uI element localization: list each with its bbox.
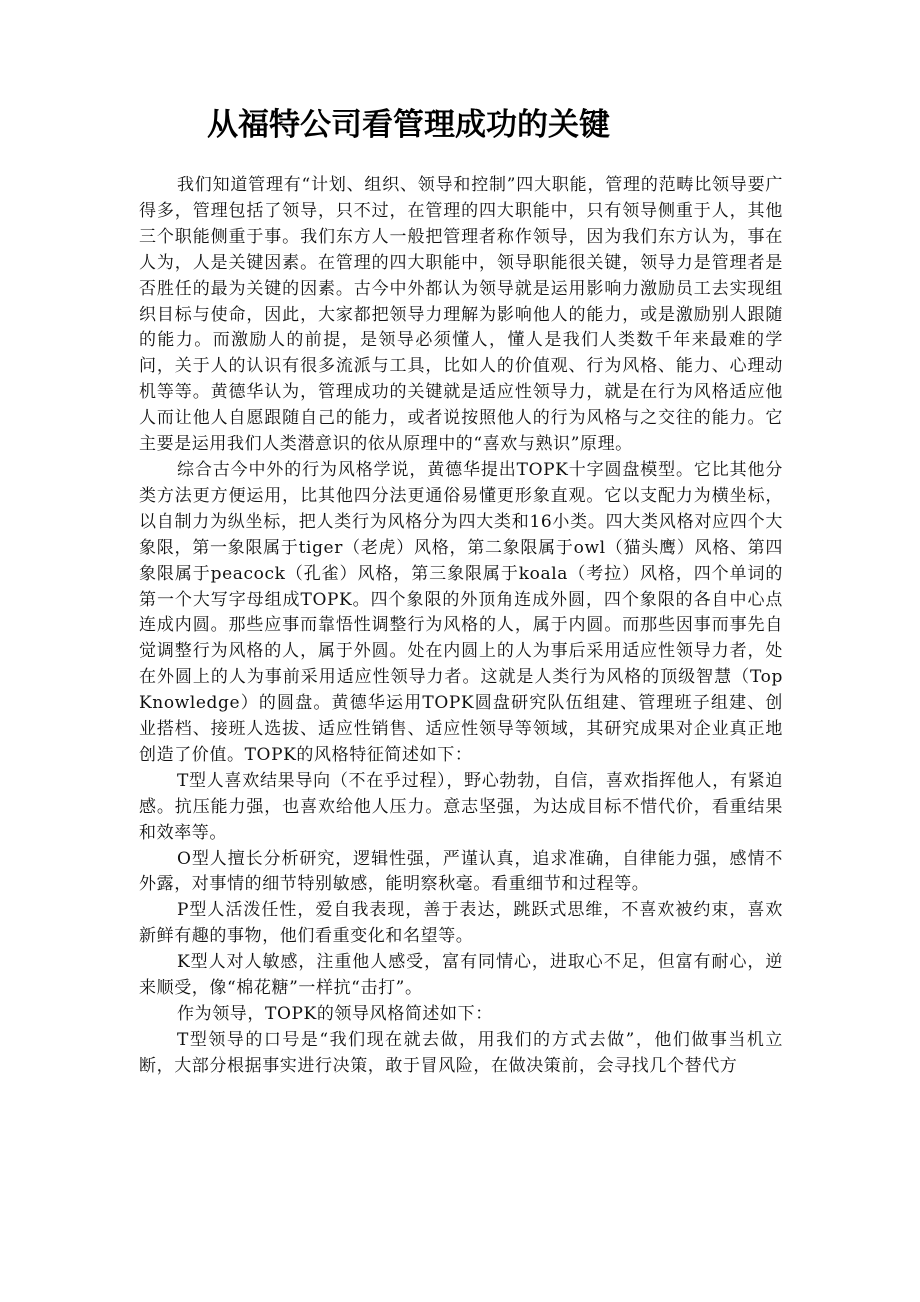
paragraph-intro: 我们知道管理有“计划、组织、领导和控制”四大职能，管理的范畴比领导要广得多，管理包括了领导，只不过，在管理的四大职能中，只有领导侧重于人，其他三个职能侧重于事。我们东方人一般把管理者称作领导，因为我们东方认为，事在人为，人是关键因素。在管理的四大职能中，领导职能很关键，领导力是管理者是否胜任的最为关键的因素。古今中外都认为领导就是运用影响力激励员工去实现组织目标与使命，因此，大家都把领导力理解为影响他人的能力，或是激励别人跟随的能力。而激励人的前提，是领导必须懂人，懂人是我们人类数千年来最难的学问，关于人的认识有很多流派与工具，比如人的价值观、行为风格、能力、心理动机等等。黄德华认为，管理成功的关键就是适应性领导力，就是在行为风格适应他人而让他人自愿跟随自己的能力，或者说按照他人的行为风格与之交往的能力。它主要是运用我们人类潜意识的依从原理中的“喜欢与熟识”原理。 [139, 175, 783, 455]
paragraph-t-type: T型人喜欢结果导向（不在乎过程），野心勃勃，自信，喜欢指挥他人，有紧迫感。抗压能力强，也喜欢给他人压力。意志坚强，为达成目标不惜代价，看重结果和效率等。 [139, 770, 783, 843]
document-title: 从福特公司看管理成功的关键 [207, 107, 610, 143]
paragraph-p-type: P型人活泼任性，爱自我表现，善于表达，跳跃式思维，不喜欢被约束，喜欢新鲜有趣的事物，他们看重变化和名望等。 [139, 900, 783, 947]
paragraph-topk-model: 综合古今中外的行为风格学说，黄德华提出TOPK十字圆盘模型。它比其他分类方法更方便运用，比其他四分法更通俗易懂更形象直观。它以支配力为横坐标，以自制力为纵坐标，把人类行为风格分为四大类和16小类。四大类风格对应四个大象限，第一象限属于tiger（老虎）风格，第二象限属于owl（猫头鹰）风格、第四象限属于peacock（孔雀）风格，第三象限属于koala（考拉）风格，四个单词的第一个大写字母组成TOPK。四个象限的外顶角连成外圆，四个象限的各自中心点连成内圆。那些应事而靠悟性调整行为风格的人，属于内圆。而那些因事而事先自觉调整行为风格的人，属于外圆。处在内圆上的人为事后采用适应性领导力者，处在外圆上的人为事前采用适应性领导力者。这就是人类行为风格的顶级智慧（Top Knowledge）的圆盘。黄德华运用TOPK圆盘研究队伍组建、管理班子组建、创业搭档、接班人选拔、适应性销售、适应性领导等领域，其研究成果对企业真正地创造了价值。TOPK的风格特征简述如下： [139, 459, 783, 765]
paragraph-t-leader: T型领导的口号是“我们现在就去做，用我们的方式去做”，他们做事当机立断，大部分根据事实进行决策，敢于冒风险，在做决策前，会寻找几个替代方 [139, 1029, 783, 1076]
paragraph-o-type: O型人擅长分析研究，逻辑性强，严谨认真，追求准确，自律能力强，感情不外露，对事情的细节特别敏感，能明察秋毫。看重细节和过程等。 [139, 848, 783, 895]
paragraph-k-type: K型人对人敏感，注重他人感受，富有同情心，进取心不足，但富有耐心，逆来顺受，像“棉花糖”一样抗“击打”。 [139, 952, 783, 999]
paragraph-leadership-intro: 作为领导，TOPK的领导风格简述如下： [177, 1004, 493, 1024]
